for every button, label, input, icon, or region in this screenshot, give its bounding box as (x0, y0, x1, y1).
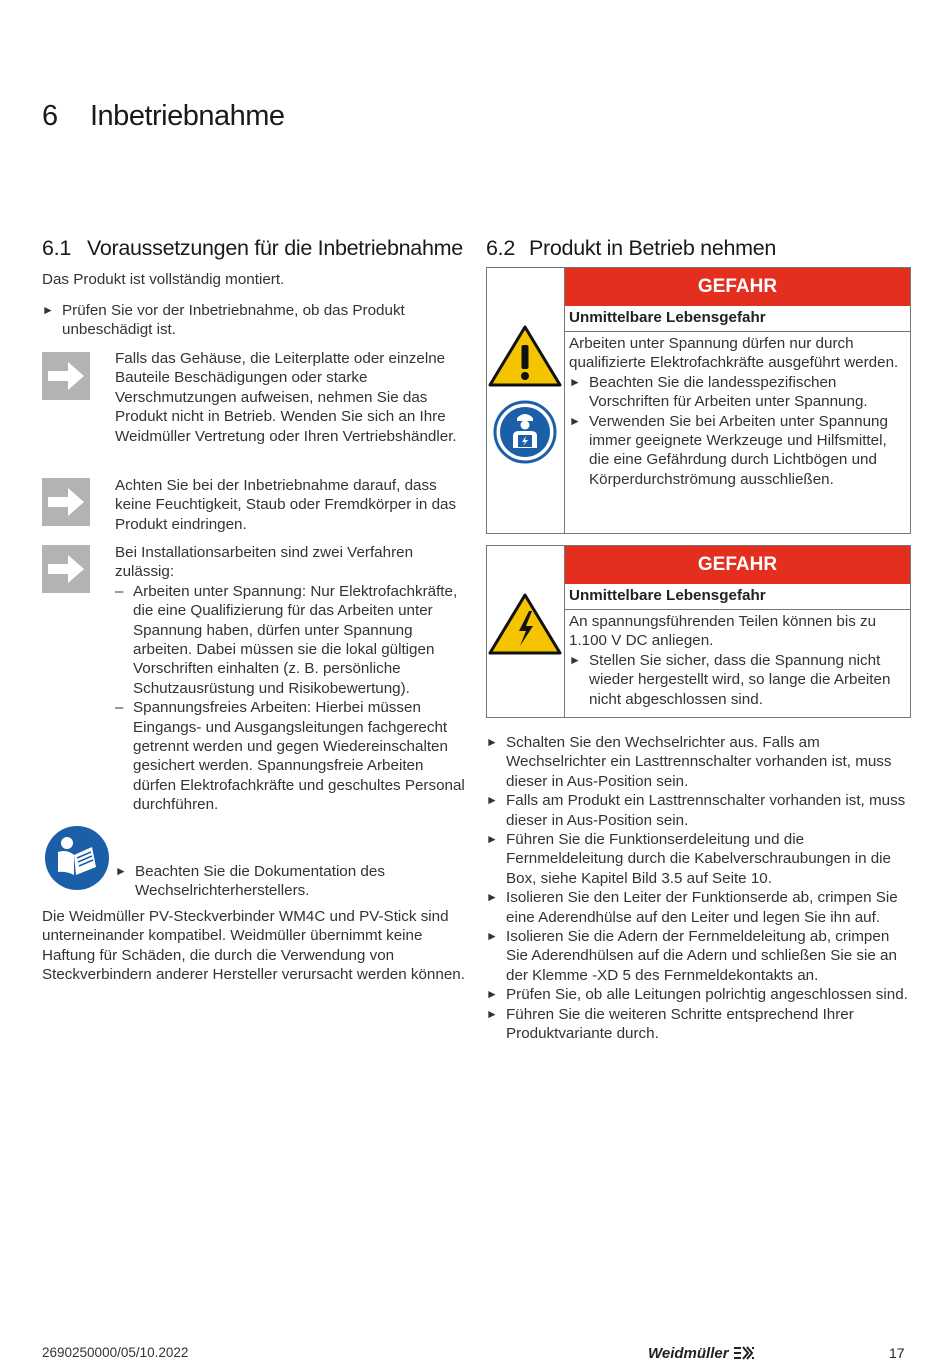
brand-logo (648, 1343, 755, 1363)
qualified-electrician-icon (493, 400, 557, 464)
intro-text: Das Produkt ist vollständig montiert. (42, 271, 285, 288)
list-item: ► Isolieren Sie die Adern der Fernmeldeleitung ab, crimpen Sie Aderendhülsen auf die Adern und schließen Sie sie an der Klemme -XD 5 des Fernmeldekontakts an. (486, 927, 910, 985)
list-item: ► Falls am Produkt ein Lasttrennschalter vorhanden ist, muss dieser in Aus-Position sein. (486, 791, 910, 830)
chapter-title: Inbetriebnahme (90, 100, 285, 132)
list-item: ► Führen Sie die Funktionserdeleitung und die Fernmeldeleitung durch die Kabelverschraubungen in die Box, siehe Kapitel Bild 3.5 auf Seite 10. (486, 830, 910, 888)
brand-mark-icon (733, 1345, 755, 1361)
danger-instruction: ► Verwenden Sie bei Arbeiten unter Spannung immer geeignete Werkzeuge und Hilfsmittel, die eine Gefährdung durch Lichtbögen und Körperdurchströmung ausschließen. (589, 412, 888, 488)
note-damage: Falls das Gehäuse, die Leiterplatte oder einzelne Bauteile Beschädigungen oder starke Verschmutzungen aufweisen, nehmen Sie das Produkt nicht in Betrieb. Wenden Sie sich an Ihre Weidmüller Vertretung oder Ihren Vertriebshändler. (115, 350, 457, 445)
procedure-steps-list (486, 733, 910, 1044)
danger-subtitle: Unmittelbare Lebensgefahr (569, 309, 766, 326)
warning-triangle-icon (487, 323, 563, 389)
danger-instruction: ► Stellen Sie sicher, dass die Spannung nicht wieder hergestellt wird, so lange die Arbeiten nicht abgeschlossen sind. (589, 651, 891, 708)
danger-text: An spannungsführenden Teilen können bis zu 1.100 V DC anliegen. (569, 613, 877, 650)
list-item: ► Isolieren Sie den Leiter der Funktionserde ab, crimpen Sie eine Aderendhülse auf den Leiter und legen Sie ihn auf. (486, 888, 910, 927)
procedure-live-work: – Arbeiten unter Spannung: Nur Elektrofachkräfte, die eine Qualifizierung für das Arbeiten unter Spannung haben, dürfen unter Spannung arbeiten. Dabei müssen sie die lokal gültigen Vorschriften einhalten (z. B. persönliche Schutzausrüstung und Risikobewertung). (133, 582, 458, 697)
section-title-6-1: Voraussetzungen für die Inbetriebnahme (87, 236, 463, 260)
section-number-6-2: 6.2 (486, 236, 515, 260)
danger-warning-box-voltage (486, 545, 911, 718)
danger-warning-box-live-work (486, 267, 911, 534)
electrical-hazard-icon (487, 591, 563, 657)
procedure-dead-work: – Spannungsfreies Arbeiten: Hierbei müssen Eingangs- und Ausgangsleitungen fachgerecht getrennt werden und gegen Wiedereinschalten gesichert werden. Spannungsfreie Arbeiten dürfen Elektrofachkräfte und geschultes Personal durchführen. (133, 699, 465, 814)
danger-subtitle: Unmittelbare Lebensgefahr (569, 587, 766, 604)
section-number-6-1: 6.1 (42, 236, 71, 260)
brand-name: Weidmüller (648, 1344, 729, 1362)
list-item: ► Führen Sie die weiteren Schritte entsprechend Ihrer Produktvariante durch. (486, 1005, 910, 1044)
list-item: ► Schalten Sie den Wechselrichter aus. Falls am Wechselrichter ein Lasttrennschalter vorhanden ist, muss dieser in Aus-Position sein. (486, 733, 910, 791)
arrow-right-icon (42, 478, 90, 526)
document-number: 2690250000/05/10.2022 (42, 1345, 189, 1360)
danger-instruction: ► Beachten Sie die landesspezifischen Vorschriften für Arbeiten unter Spannung. (589, 373, 868, 411)
danger-signal-word: GEFAHR (565, 546, 910, 584)
compatibility-note: Die Weidmüller PV-Steckverbinder WM4C und PV-Stick sind unterneinander kompatibel. Weidmüller übernimmt keine Haftung für Schäden, die durch die Verwendung von Steckverbindern anderer Hersteller verursacht werden können. (42, 908, 465, 984)
note-moisture: Achten Sie bei der Inbetriebnahme darauf, dass keine Feuchtigkeit, Staub oder Fremdkörper in das Produkt eindringen. (115, 477, 457, 533)
list-item: ► Prüfen Sie, ob alle Leitungen polrichtig angeschlossen sind. (486, 985, 910, 1004)
arrow-right-icon (42, 545, 90, 593)
check-instruction: ► Prüfen Sie vor der Inbetriebnahme, ob das Produkt unbeschädigt ist. (62, 302, 405, 339)
section-title-6-2: Produkt in Betrieb nehmen (529, 236, 777, 260)
danger-signal-word: GEFAHR (565, 268, 910, 306)
read-manual-icon (44, 825, 110, 891)
danger-text: Arbeiten unter Spannung dürfen nur durch qualifizierte Elektrofachkräfte ausgeführt werden. (569, 335, 899, 372)
chapter-number: 6 (42, 100, 58, 132)
doc-note: ► Beachten Sie die Dokumentation des Wechselrichterherstellers. (135, 862, 385, 900)
page-number: 17 (889, 1345, 905, 1361)
arrow-right-icon (42, 352, 90, 400)
note-procedures-intro: Bei Installationsarbeiten sind zwei Verfahren zulässig: (115, 544, 414, 581)
